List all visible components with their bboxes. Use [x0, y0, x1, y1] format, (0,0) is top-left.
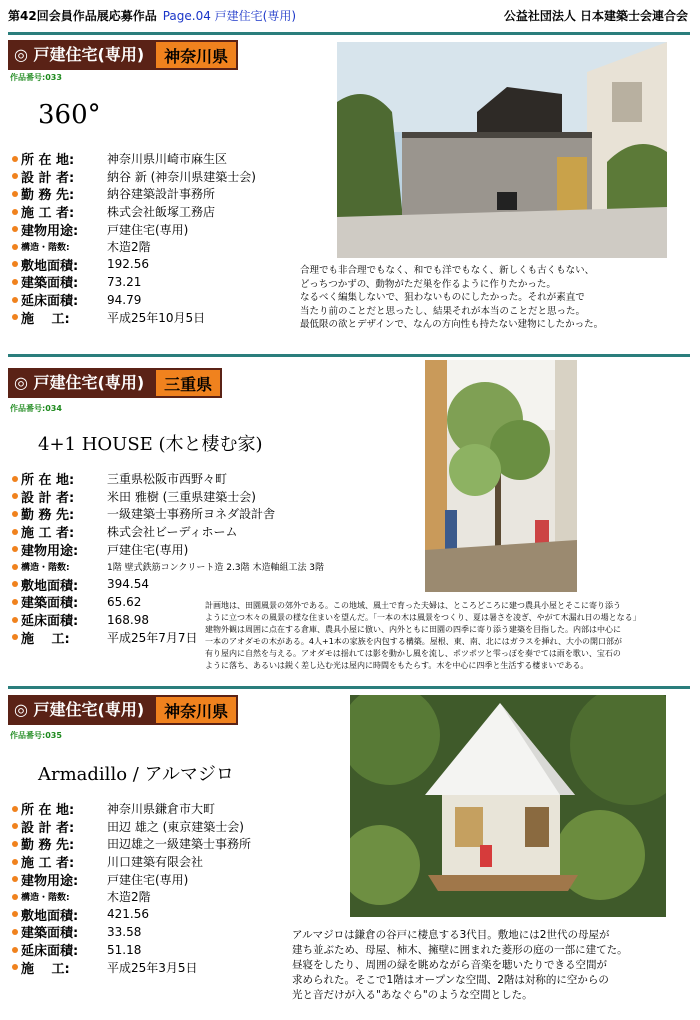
description-line: なるべく編集しないで、狙わないものにしたかった。それが素直で	[300, 292, 585, 303]
work-photo	[425, 360, 577, 592]
bullet-icon	[12, 191, 18, 197]
info-row	[12, 150, 256, 168]
bullet-icon	[12, 156, 18, 162]
description-line: 当たり前のことだと思ったし、結果それが本当のことだと思った。	[300, 305, 586, 317]
page-header	[0, 0, 700, 30]
info-row	[12, 800, 251, 818]
bullet-icon	[12, 314, 18, 320]
bullet-icon	[12, 876, 18, 882]
work-number: 作品番号:035	[10, 731, 62, 740]
info-label: 設 計 者:	[21, 170, 75, 186]
info-value: 平成25年3月5日	[107, 960, 198, 975]
work-title: 360°	[38, 100, 101, 130]
bullet-icon	[12, 581, 18, 587]
work-info-list	[12, 150, 256, 326]
info-row	[12, 576, 324, 594]
bullet-icon	[12, 841, 18, 847]
info-value: 65.62	[107, 594, 142, 609]
info-label: 施 工:	[21, 311, 70, 327]
work-number: 作品番号:034	[10, 404, 62, 413]
info-row	[12, 870, 251, 888]
prefecture-label: 三重県	[154, 368, 222, 398]
info-value: 51.18	[107, 942, 142, 957]
info-value: 木造2階	[107, 240, 151, 255]
info-value: 田辺 雄之 (東京建築士会)	[107, 819, 244, 834]
info-label: 敷地面積:	[21, 578, 79, 594]
description-line: 昼寝をしたり、周囲の緑を眺めながら音楽を聴いたりできる空間が	[292, 959, 607, 971]
info-row	[12, 853, 251, 871]
bullet-icon	[12, 806, 18, 812]
description-line: ように落ち、あるいは鋭く差し込む光は屋内に時間をもたらす。木を中心に四季と生活する棲まいである。	[205, 661, 589, 670]
info-row	[12, 888, 251, 906]
info-row	[12, 958, 251, 976]
work-title: Armadillo / アルマジロ	[38, 764, 234, 785]
bullet-icon	[12, 617, 18, 623]
info-value: 戸建住宅(専用)	[107, 222, 189, 237]
info-value: 168.98	[107, 612, 149, 627]
info-label: 勤 務 先:	[21, 508, 75, 524]
category-badge	[8, 695, 238, 725]
work-photo	[350, 695, 666, 917]
info-value: 73.21	[107, 274, 142, 289]
info-label: 設 計 者:	[21, 490, 75, 506]
bullet-icon	[12, 634, 18, 640]
description-line: 求められた。そこで1階はオープンな空間、2階は対称的に空からの	[292, 974, 609, 986]
info-value: 33.58	[107, 924, 142, 939]
info-row	[12, 291, 256, 309]
category-label: ◎ 戸建住宅(専用)	[8, 368, 154, 398]
info-value: 株式会社飯塚工務店	[107, 205, 216, 220]
exhibition-title: 第42回会員作品展応募作品	[8, 9, 157, 23]
bullet-icon	[12, 493, 18, 499]
bullet-icon	[12, 564, 18, 570]
bullet-icon	[12, 209, 18, 215]
section-divider	[8, 354, 690, 357]
info-label: 勤 務 先:	[21, 838, 75, 854]
info-label: 施 工:	[21, 631, 70, 647]
info-value: 納谷建築設計事務所	[107, 187, 216, 202]
info-value: 一級建築士事務所ヨネダ設計舎	[107, 507, 276, 522]
info-label: 勤 務 先:	[21, 188, 75, 204]
section-divider	[8, 686, 690, 689]
info-label: 建築面積:	[21, 926, 79, 942]
info-label: 建築面積:	[21, 596, 79, 612]
work-info-list	[12, 800, 251, 976]
info-value: 94.79	[107, 292, 142, 307]
bullet-icon	[12, 476, 18, 482]
info-value: 戸建住宅(専用)	[107, 872, 189, 887]
work-title: 4+1 HOUSE (木と棲む家)	[38, 434, 263, 455]
info-label: 施 工:	[21, 961, 70, 977]
bullet-icon	[12, 297, 18, 303]
bullet-icon	[12, 261, 18, 267]
bullet-icon	[12, 929, 18, 935]
info-row	[12, 308, 256, 326]
description-line: アルマジロは鎌倉の谷戸に棲息する3代目。敷地には2世代の母屋が	[292, 929, 610, 941]
category-badge	[8, 368, 222, 398]
info-value: 神奈川県川崎市麻生区	[107, 152, 228, 167]
bullet-icon	[12, 911, 18, 917]
bullet-icon	[12, 859, 18, 865]
info-value: 戸建住宅(専用)	[107, 542, 189, 557]
info-label: 建物用途:	[21, 543, 79, 559]
category-label: ◎ 戸建住宅(専用)	[8, 40, 154, 70]
description-line: 計画地は、田園風景の郊外である。この地域、風土で育った夫婦は、ところどころに建つ農具小屋とそこに寄り添う	[205, 601, 621, 610]
info-label: 施 工 者:	[21, 526, 75, 542]
info-row	[12, 540, 324, 558]
info-value: 神奈川県鎌倉市大町	[107, 802, 216, 817]
info-label: 建物用途:	[21, 223, 79, 239]
bullet-icon	[12, 529, 18, 535]
organization-name: 公益社団法人 日本建築士会連合会	[503, 9, 688, 23]
bullet-icon	[12, 279, 18, 285]
info-label: 敷地面積:	[21, 258, 79, 274]
info-value: 192.56	[107, 257, 149, 272]
info-value: 米田 雅樹 (三重県建築士会)	[107, 489, 256, 504]
bullet-icon	[12, 599, 18, 605]
work-description	[292, 928, 628, 1003]
description-line: ように立つ木々の風景の様な住まいを望んだ。「一本の木は風景をつくり、夏は暑さを凌ぎ、やがて木漏れ日の場となる」	[205, 613, 641, 622]
info-label: 建築面積:	[21, 276, 79, 292]
info-row	[12, 185, 256, 203]
info-value: 平成25年7月7日	[107, 630, 198, 645]
description-line: 建ち並ぶため、母屋、柿木、擁壁に囲まれた菱形の庭の一部に建てた。	[292, 944, 628, 956]
description-line: 光と音だけが入る"あなぐら"のような空間とした。	[292, 989, 533, 1001]
info-label: 施 工 者:	[21, 206, 75, 222]
description-line: 一本のアオダモの木がある。4人+1本の家族を内包する構築。屋根、東、南、北にはガラスを挿れ、大小の開口部が	[205, 637, 623, 646]
bullet-icon	[12, 823, 18, 829]
prefecture-label: 神奈川県	[154, 695, 238, 725]
description-line: 有り屋内に自然を与える。アオダモは揺れては影を動かし風を流し、ポツポツと雫っぽを奏でては雨を歌い、宝石の	[205, 649, 621, 658]
info-value: 三重県松阪市西野々町	[107, 472, 228, 487]
info-value: 1階 壁式鉄筋コンクリート造 2.3階 木造軸組工法 3階	[107, 563, 325, 574]
header-left	[8, 7, 296, 24]
info-row	[12, 470, 324, 488]
info-label: 所 在 地:	[21, 803, 75, 819]
info-row	[12, 941, 251, 959]
info-value: 株式会社ビーディホーム	[107, 525, 238, 540]
description-line: 最低限の欲とデザインで、なんの方向性も持たない建物にしたかった。	[300, 319, 604, 330]
info-label: 構造・階数:	[21, 243, 70, 254]
info-label: 延床面積:	[21, 614, 79, 630]
info-value: 田辺雄之一級建築士事務所	[107, 837, 252, 852]
category-label: ◎ 戸建住宅(専用)	[8, 695, 154, 725]
info-label: 構造・階数:	[21, 563, 70, 574]
info-row	[12, 505, 324, 523]
info-label: 施 工 者:	[21, 856, 75, 872]
bullet-icon	[12, 894, 18, 900]
info-label: 所 在 地:	[21, 473, 75, 489]
info-row	[12, 273, 256, 291]
info-label: 所 在 地:	[21, 153, 75, 169]
info-label: 構造・階数:	[21, 893, 70, 904]
bullet-icon	[12, 173, 18, 179]
info-value: 394.54	[107, 577, 149, 592]
info-label: 設 計 者:	[21, 820, 75, 836]
bullet-icon	[12, 947, 18, 953]
info-row	[12, 558, 324, 576]
info-row	[12, 523, 324, 541]
info-value: 川口建築有限会社	[107, 855, 204, 870]
description-line: どっちつかずの、動物がただ巣を作るように作りたかった。	[300, 278, 556, 290]
info-row	[12, 168, 256, 186]
category-badge	[8, 40, 238, 70]
info-row	[12, 818, 251, 836]
bullet-icon	[12, 511, 18, 517]
info-label: 建物用途:	[21, 873, 79, 889]
description-line: 合理でも非合理でもなく、和でも洋でもなく、新しくも古くもない、	[300, 265, 595, 276]
info-value: 木造2階	[107, 890, 151, 905]
info-label: 延床面積:	[21, 944, 79, 960]
info-row	[12, 238, 256, 256]
work-description	[205, 600, 641, 672]
info-row	[12, 488, 324, 506]
info-row	[12, 203, 256, 221]
info-row	[12, 835, 251, 853]
page-indicator: Page.04 戸建住宅(専用)	[162, 9, 297, 23]
info-label: 延床面積:	[21, 294, 79, 310]
bullet-icon	[12, 244, 18, 250]
work-description	[300, 264, 603, 332]
info-value: 納谷 新 (神奈川県建築士会)	[107, 169, 256, 184]
info-value: 平成25年10月5日	[107, 310, 206, 325]
prefecture-label: 神奈川県	[154, 40, 238, 70]
description-line: 建物外観は周囲に点在する倉庫、農具小屋に倣い、内外ともに田園の四季に寄り添う建築を目指した。内部は中心に	[205, 625, 621, 634]
info-row	[12, 923, 251, 941]
info-value: 421.56	[107, 907, 149, 922]
info-label: 敷地面積:	[21, 908, 79, 924]
info-row	[12, 220, 256, 238]
info-row	[12, 256, 256, 274]
bullet-icon	[12, 226, 18, 232]
bullet-icon	[12, 964, 18, 970]
work-photo	[337, 42, 667, 258]
work-number: 作品番号:033	[10, 73, 62, 82]
section-divider	[8, 32, 690, 35]
info-row	[12, 906, 251, 924]
bullet-icon	[12, 546, 18, 552]
